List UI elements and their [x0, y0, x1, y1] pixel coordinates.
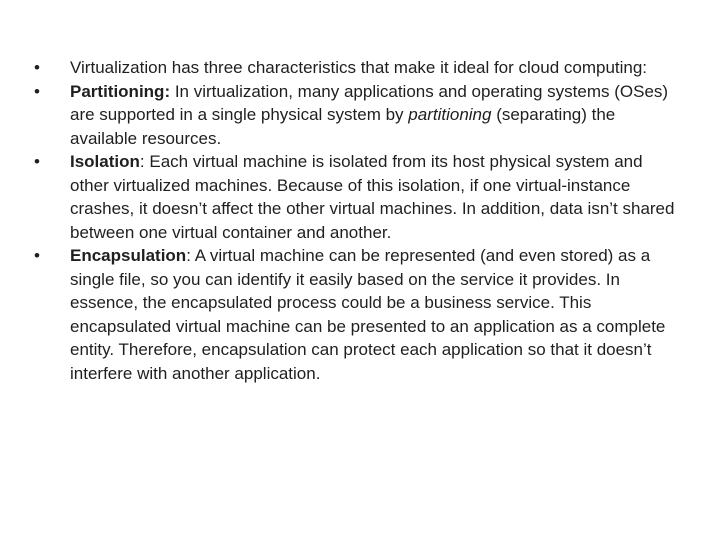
partitioning-text-before: In virtualization, many applications and operating systems (OSes) are supported in a single physical system by [70, 81, 669, 124]
term-encapsulation: Encapsulation [70, 246, 187, 265]
partitioning-emphasis: partitioning [408, 105, 492, 124]
isolation-text: : Each virtual machine is isolated from its host physical system and other virtualized machines. Because of this isolation, if one virtual-instance crashes, it doesn’t affect the other virtual machines. In addition, data isn’t shared between one virtual container and another. [70, 152, 675, 242]
term-isolation: Isolation [70, 152, 140, 171]
term-partitioning: Partitioning: [70, 81, 171, 101]
partitioning-text-after: (separating) the available resources. [70, 105, 616, 148]
encapsulation-text: : A virtual machine can be represented (and even stored) as a single file, so you can identify it easily based on the service it provides. In essence, the encapsulated process could be a business service. This encapsulated virtual machine can be presented to an application as a complete entity. Therefore, encapsulation can protect each application so that it doesn’t interfere with another application. [70, 246, 666, 383]
bullet-item-encapsulation [34, 244, 684, 385]
bullet-icon: • [34, 152, 40, 171]
bullet-item-intro [34, 56, 684, 80]
intro-text: Virtualization has three characteristics that make it ideal for cloud computing: [70, 58, 648, 77]
bullet-item-isolation [34, 150, 684, 244]
bullet-list [34, 56, 684, 385]
bullet-icon: • [34, 58, 40, 77]
bullet-icon: • [34, 81, 40, 101]
bullet-icon: • [34, 246, 40, 265]
bullet-item-partitioning [34, 80, 684, 151]
